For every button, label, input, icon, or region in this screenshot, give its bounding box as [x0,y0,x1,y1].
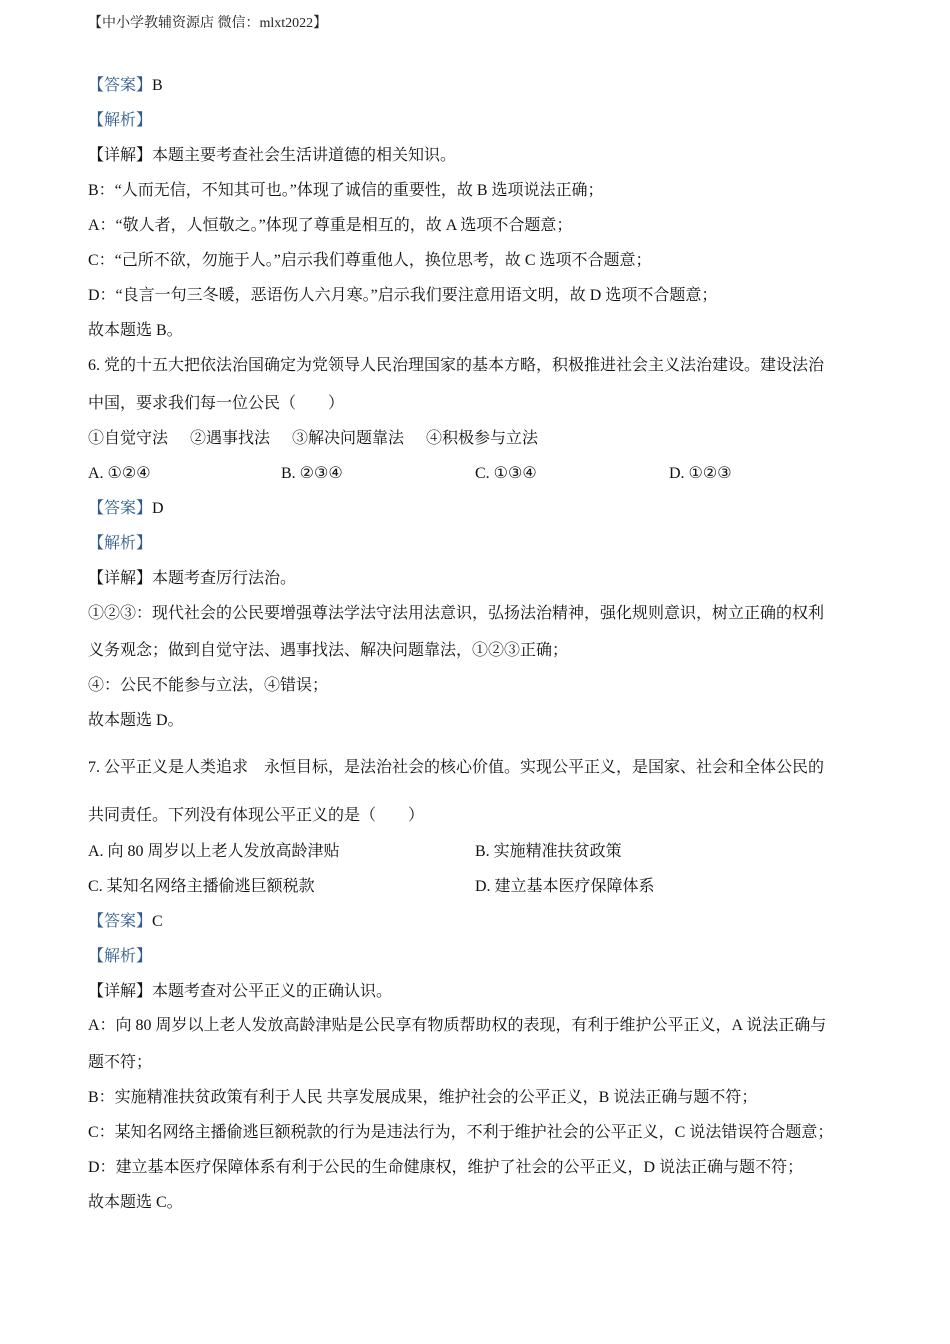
detail-label: 【详解】 [88,570,153,587]
q5-detail-line [88,146,456,166]
q7-answer: C [152,913,163,930]
q5-answer: B [152,77,163,94]
q7-answer-line [88,912,163,932]
q6-analysis-label: 【解析】 [88,535,153,552]
q6-detail: 本题考查厉行法治。 [152,570,297,587]
q6-option-a: A. ①②④ [88,465,151,482]
q7-option-d: D. 建立基本医疗保障体系 [475,878,655,895]
q7-line-5: D：建立基本医疗保障体系有利于公民的生命健康权，维护了社会的公平正义，D 说法正确与题不符； [88,1159,804,1176]
q6-items [88,429,538,449]
q6-item: ①自觉守法 [88,430,169,447]
q5-line-1: B：“人而无信，不知其可也。”体现了诚信的重要性，故 B 选项说法正确； [88,182,604,199]
q7-line-1: A：向 80 周岁以上老人发放高龄津贴是公民享有物质帮助权的表现，有利于维护公平正义，A 说法正确与 [88,1017,827,1034]
q6-stem-2: 中国，要求我们每一位公民（ ） [88,395,345,412]
q7-line-4: C：某知名网络主播偷逃巨额税款的行为是违法行为，不利于维护社会的公平正义，C 说法错误符合题意； [88,1124,834,1141]
q7-analysis-label: 【解析】 [88,948,153,965]
q7-line-3: B：实施精准扶贫政策有利于人民 共享发展成果，维护社会的公平正义，B 说法正确与题不符； [88,1089,758,1106]
q6-answer: D [152,500,164,517]
detail-label: 【详解】 [88,147,153,164]
q5-line-3: C：“己所不欲，勿施于人。”启示我们尊重他人，换位思考，故 C 选项不合题意； [88,252,652,269]
q7-line-2: 题不符； [88,1054,153,1071]
q5-analysis-label: 【解析】 [88,112,153,129]
q7-stem-2: 共同责任。下列没有体现公平正义的是（ ） [88,807,425,824]
q5-detail: 本题主要考查社会生活讲道德的相关知识。 [152,147,457,164]
header-watermark: 【中小学教辅资源店 微信：mlxt2022】 [88,16,328,31]
answer-label: 【答案】 [88,913,153,930]
q7-detail-line [88,982,392,1002]
q7-option-a: A. 向 80 周岁以上老人发放高龄津贴 [88,843,340,860]
q6-item: ③解决问题靠法 [292,430,405,447]
q6-option-b: B. ②③④ [281,465,343,482]
answer-label: 【答案】 [88,500,153,517]
q5-line-5: 故本题选 B。 [88,322,183,339]
q6-detail-line [88,569,296,589]
q5-line-2: A：“敬人者，人恒敬之。”体现了尊重是相互的，故 A 选项不合题意； [88,217,573,234]
q7-option-c: C. 某知名网络主播偷逃巨额税款 [88,878,315,895]
detail-label: 【详解】 [88,983,153,1000]
q6-line-2: 义务观念；做到自觉守法、遇事找法、解决问题靠法，①②③正确； [88,642,569,659]
q7-detail: 本题考查对公平正义的正确认识。 [152,983,393,1000]
q6-option-c: C. ①③④ [475,465,537,482]
q6-answer-line [88,499,164,519]
q6-stem-1: 6. 党的十五大把依法治国确定为党领导人民治理国家的基本方略，积极推进社会主义法治建设。建设法治 [88,357,825,374]
q5-line-4: D：“良言一句三冬暖，恶语伤人六月寒。”启示我们要注意用语文明，故 D 选项不合题意； [88,287,718,304]
q6-item: ④积极参与立法 [426,430,539,447]
q6-line-4: 故本题选 D。 [88,712,184,729]
q6-line-3: ④：公民不能参与立法，④错误； [88,677,329,694]
q7-option-b: B. 实施精准扶贫政策 [475,843,622,860]
q6-item: ②遇事找法 [190,430,271,447]
q6-option-d: D. ①②③ [669,465,732,482]
q6-line-1: ①②③：现代社会的公民要增强尊法学法守法用法意识，弘扬法治精神，强化规则意识，树立正确的权利 [88,605,825,622]
q7-stem-1: 7. 公平正义是人类追求 永恒目标，是法治社会的核心价值。实现公平正义，是国家、社会和全体公民的 [88,759,825,776]
q7-line-6: 故本题选 C。 [88,1194,183,1211]
answer-label: 【答案】 [88,77,153,94]
q5-answer-line [88,76,163,96]
